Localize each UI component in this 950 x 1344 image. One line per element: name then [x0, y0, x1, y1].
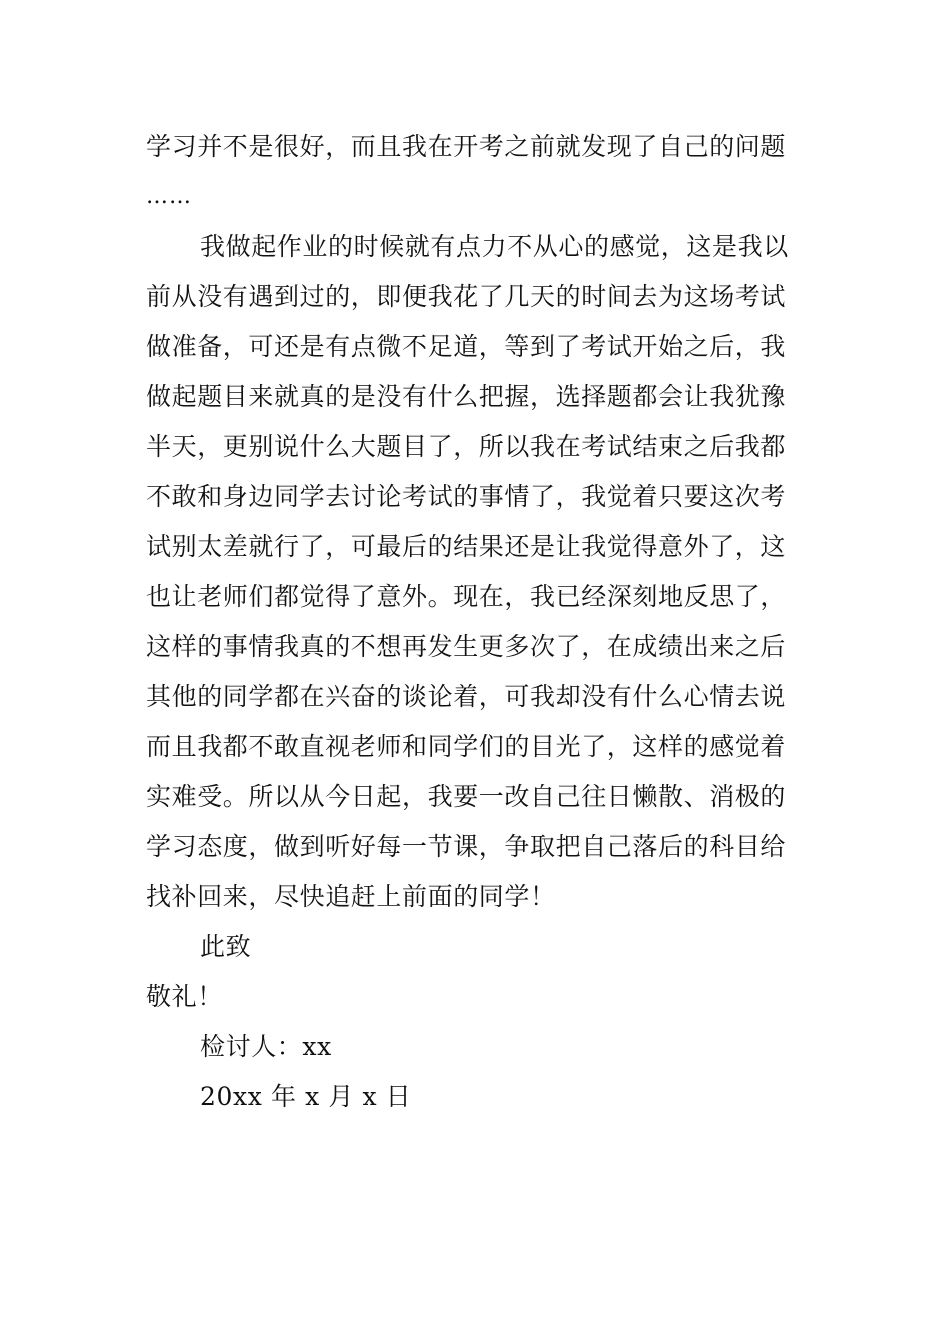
text-line: 学习并不是很好，而且我在开考之前就发现了自己的问题 [146, 132, 787, 161]
text-line: …… [146, 184, 192, 209]
text-line: 而且我都不敢直视老师和同学们的目光了，这样的感觉着 [146, 732, 787, 761]
letter-body [146, 122, 810, 1122]
text-line: 学习态度，做到听好每一节课，争取把自己落后的科目给 [146, 832, 787, 861]
closing-line: 此致 [200, 932, 252, 961]
text-line: 这样的事情我真的不想再发生更多次了，在成绩出来之后 [146, 632, 787, 661]
text-line: 也让老师们都觉得了意外。现在，我已经深刻地反思了， [146, 582, 787, 611]
text-line: 不敢和身边同学去讨论考试的事情了，我觉着只要这次考 [146, 482, 787, 511]
text-line: 其他的同学都在兴奋的谈论着，可我却没有什么心情去说 [146, 682, 787, 711]
text-line: 我做起作业的时候就有点力不从心的感觉，这是我以 [200, 232, 789, 261]
salute-line: 敬礼！ [146, 982, 223, 1011]
date-line: 20xx 年 x 月 x 日 [200, 1082, 412, 1111]
signer-line: 检讨人：xx [200, 1032, 332, 1061]
text-line: 前从没有遇到过的，即便我花了几天的时间去为这场考试 [146, 282, 787, 311]
text-line: 找补回来，尽快追赶上前面的同学！ [146, 882, 556, 911]
text-line: 半天，更别说什么大题目了，所以我在考试结束之后我都 [146, 432, 787, 461]
text-line: 做起题目来就真的是没有什么把握，选择题都会让我犹豫 [146, 382, 787, 411]
text-line: 试别太差就行了，可最后的结果还是让我觉得意外了，这 [146, 532, 787, 561]
text-line: 做准备，可还是有点微不足道，等到了考试开始之后，我 [146, 332, 787, 361]
text-line: 实难受。所以从今日起，我要一改自己往日懒散、消极的 [146, 782, 787, 811]
